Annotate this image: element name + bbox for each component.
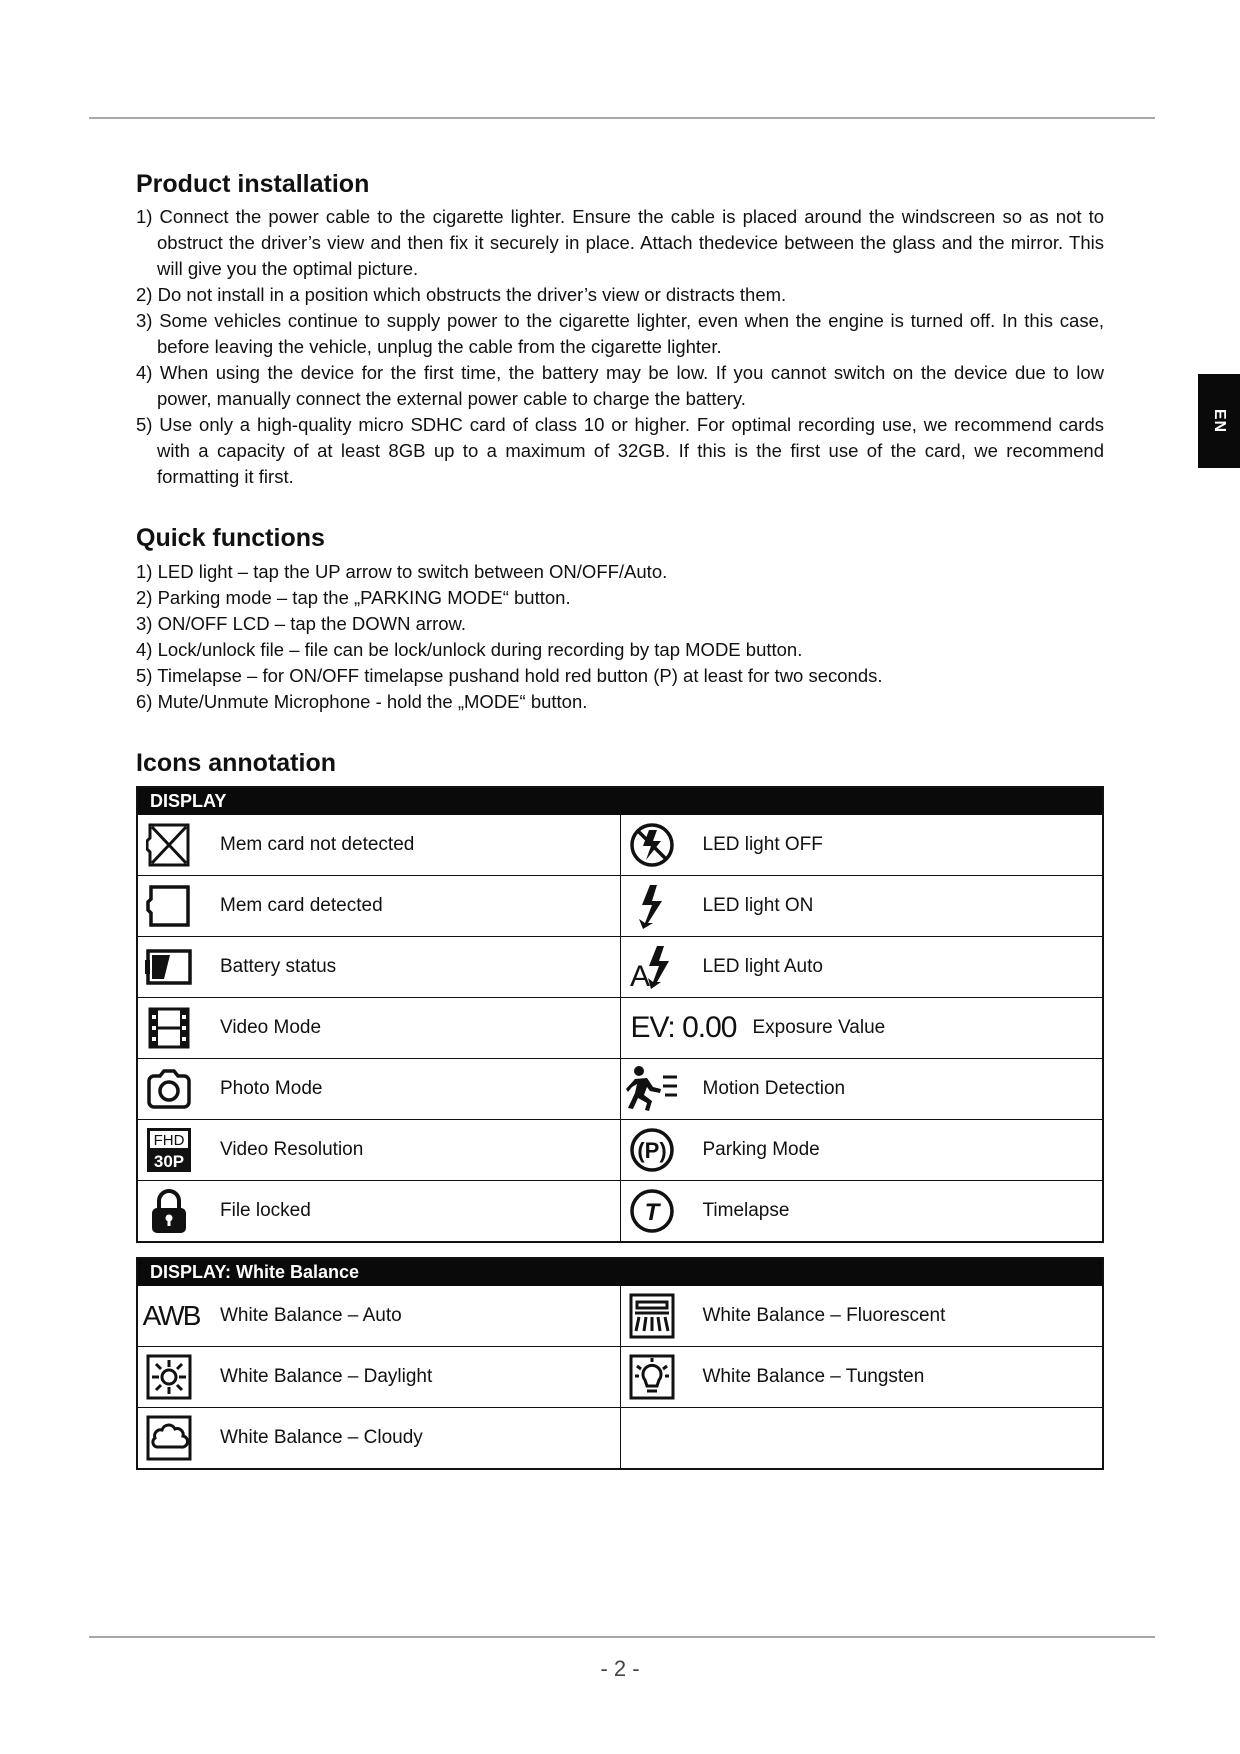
icon-label: Motion Detection — [702, 1078, 846, 1099]
display-icons-table — [136, 786, 1104, 1243]
page-number: - 2 - — [600, 1656, 640, 1681]
list-item: 6) Mute/Unmute Microphone - hold the „MODE“ button. — [136, 691, 588, 712]
bottom-rule — [89, 1636, 1155, 1638]
video-mode-icon — [138, 998, 200, 1058]
icon-label: LED light Auto — [702, 956, 823, 977]
svg-text:A: A — [629, 960, 650, 990]
led-off-icon — [621, 815, 683, 875]
awb-text: AWB — [142, 1300, 200, 1331]
language-tab-label: EN — [1210, 408, 1228, 434]
table-row — [138, 815, 1102, 875]
icon-label: Timelapse — [702, 1200, 790, 1221]
list-item: 2) Parking mode – tap the „PARKING MODE“ button. — [136, 587, 571, 608]
white-balance-table — [136, 1257, 1104, 1470]
icon-label: White Balance – Daylight — [220, 1366, 433, 1387]
icons-annotation-title: Icons annotation — [136, 749, 336, 777]
icon-label: Mem card detected — [220, 895, 383, 916]
tungsten-icon — [621, 1347, 683, 1407]
parking-icon — [621, 1120, 683, 1180]
table-row — [138, 1346, 1102, 1407]
fhd-icon — [138, 1120, 200, 1180]
quick-functions-section — [136, 524, 1104, 715]
language-tab — [1198, 374, 1240, 468]
icon-label: File locked — [220, 1200, 311, 1221]
parking-letter: (P) — [636, 1138, 667, 1163]
icon-label: Parking Mode — [702, 1139, 820, 1160]
led-auto-icon — [621, 937, 683, 997]
top-rule — [89, 117, 1155, 119]
white-balance-header: DISPLAY: White Balance — [138, 1259, 1102, 1286]
table-row — [138, 1058, 1102, 1119]
installation-title: Product installation — [136, 170, 370, 198]
motion-detection-icon — [621, 1059, 683, 1119]
list-item: 5) Use only a high-quality micro SDHC card of class 10 or higher. For optimal recording use, we recommend cards with a capacity of at least 8GB up to a maximum of 32GB. If this is the first use of the card, we recommend formatting it first. — [136, 414, 1104, 487]
exposure-value-readout: EV: 0.00 — [630, 1011, 737, 1044]
timelapse-icon — [621, 1181, 683, 1241]
fhd-bottom-text: 30P — [153, 1152, 185, 1171]
table-row — [138, 997, 1102, 1058]
list-item: 3) ON/OFF LCD – tap the DOWN arrow. — [136, 613, 466, 634]
icon-label: White Balance – Cloudy — [220, 1427, 423, 1448]
icon-label: White Balance – Auto — [220, 1305, 402, 1326]
installation-list — [136, 204, 1104, 490]
fluorescent-icon — [621, 1286, 683, 1346]
lock-icon — [138, 1181, 200, 1241]
table-row — [138, 1407, 1102, 1468]
table-row — [138, 1286, 1102, 1346]
led-on-icon — [621, 876, 683, 936]
list-item: 1) LED light – tap the UP arrow to switch between ON/OFF/Auto. — [136, 561, 668, 582]
icon-label: Battery status — [220, 956, 337, 977]
page-content — [136, 170, 1104, 1470]
icons-annotation-section — [136, 749, 1104, 1470]
icon-label: White Balance – Tungsten — [702, 1366, 925, 1387]
table-row — [138, 936, 1102, 997]
icon-label: Video Resolution — [220, 1139, 364, 1160]
daylight-icon — [138, 1347, 200, 1407]
awb-icon — [138, 1286, 200, 1346]
battery-icon — [138, 937, 200, 997]
icon-label: Photo Mode — [220, 1078, 323, 1099]
camera-icon — [138, 1059, 200, 1119]
cloudy-icon — [138, 1408, 200, 1468]
fhd-top-text: FHD — [153, 1132, 185, 1149]
mem-card-not-detected-icon — [138, 815, 200, 875]
quick-functions-title: Quick functions — [136, 524, 325, 552]
icon-label: Video Mode — [220, 1017, 322, 1038]
table-row — [138, 1180, 1102, 1241]
list-item: 1) Connect the power cable to the cigarette lighter. Ensure the cable is placed around the windscreen so as not to obstruct the driver’s view and then fix it securely in place. Attach thedevice between the glass and the mirror. This will give you the optimal picture. — [136, 206, 1104, 279]
icon-label: LED light ON — [702, 895, 814, 916]
product-installation-section — [136, 170, 1104, 490]
icon-label: LED light OFF — [702, 834, 823, 855]
quick-functions-list — [136, 559, 1104, 715]
list-item: 5) Timelapse – for ON/OFF timelapse pushand hold red button (P) at least for two seconds. — [136, 665, 883, 686]
icon-label: Exposure Value — [752, 1017, 886, 1038]
timelapse-letter: T — [644, 1199, 659, 1226]
list-item: 4) When using the device for the first time, the battery may be low. If you cannot switch on the device due to low power, manually connect the external power cable to charge the battery. — [136, 362, 1104, 409]
display-table-header: DISPLAY — [138, 788, 1102, 815]
list-item: 2) Do not install in a position which obstructs the driver’s view or distracts them. — [136, 284, 787, 305]
mem-card-detected-icon — [138, 876, 200, 936]
table-row — [138, 1119, 1102, 1180]
empty-cell — [621, 1408, 1103, 1468]
list-item: 3) Some vehicles continue to supply power to the cigarette lighter, even when the engine is turned off. In this case, before leaving the vehicle, unplug the cable from the cigarette lighter. — [136, 310, 1104, 357]
table-row — [138, 875, 1102, 936]
icon-label: White Balance – Fluorescent — [702, 1305, 946, 1326]
list-item: 4) Lock/unlock file – file can be lock/unlock during recording by tap MODE button. — [136, 639, 803, 660]
icon-label: Mem card not detected — [220, 834, 415, 855]
